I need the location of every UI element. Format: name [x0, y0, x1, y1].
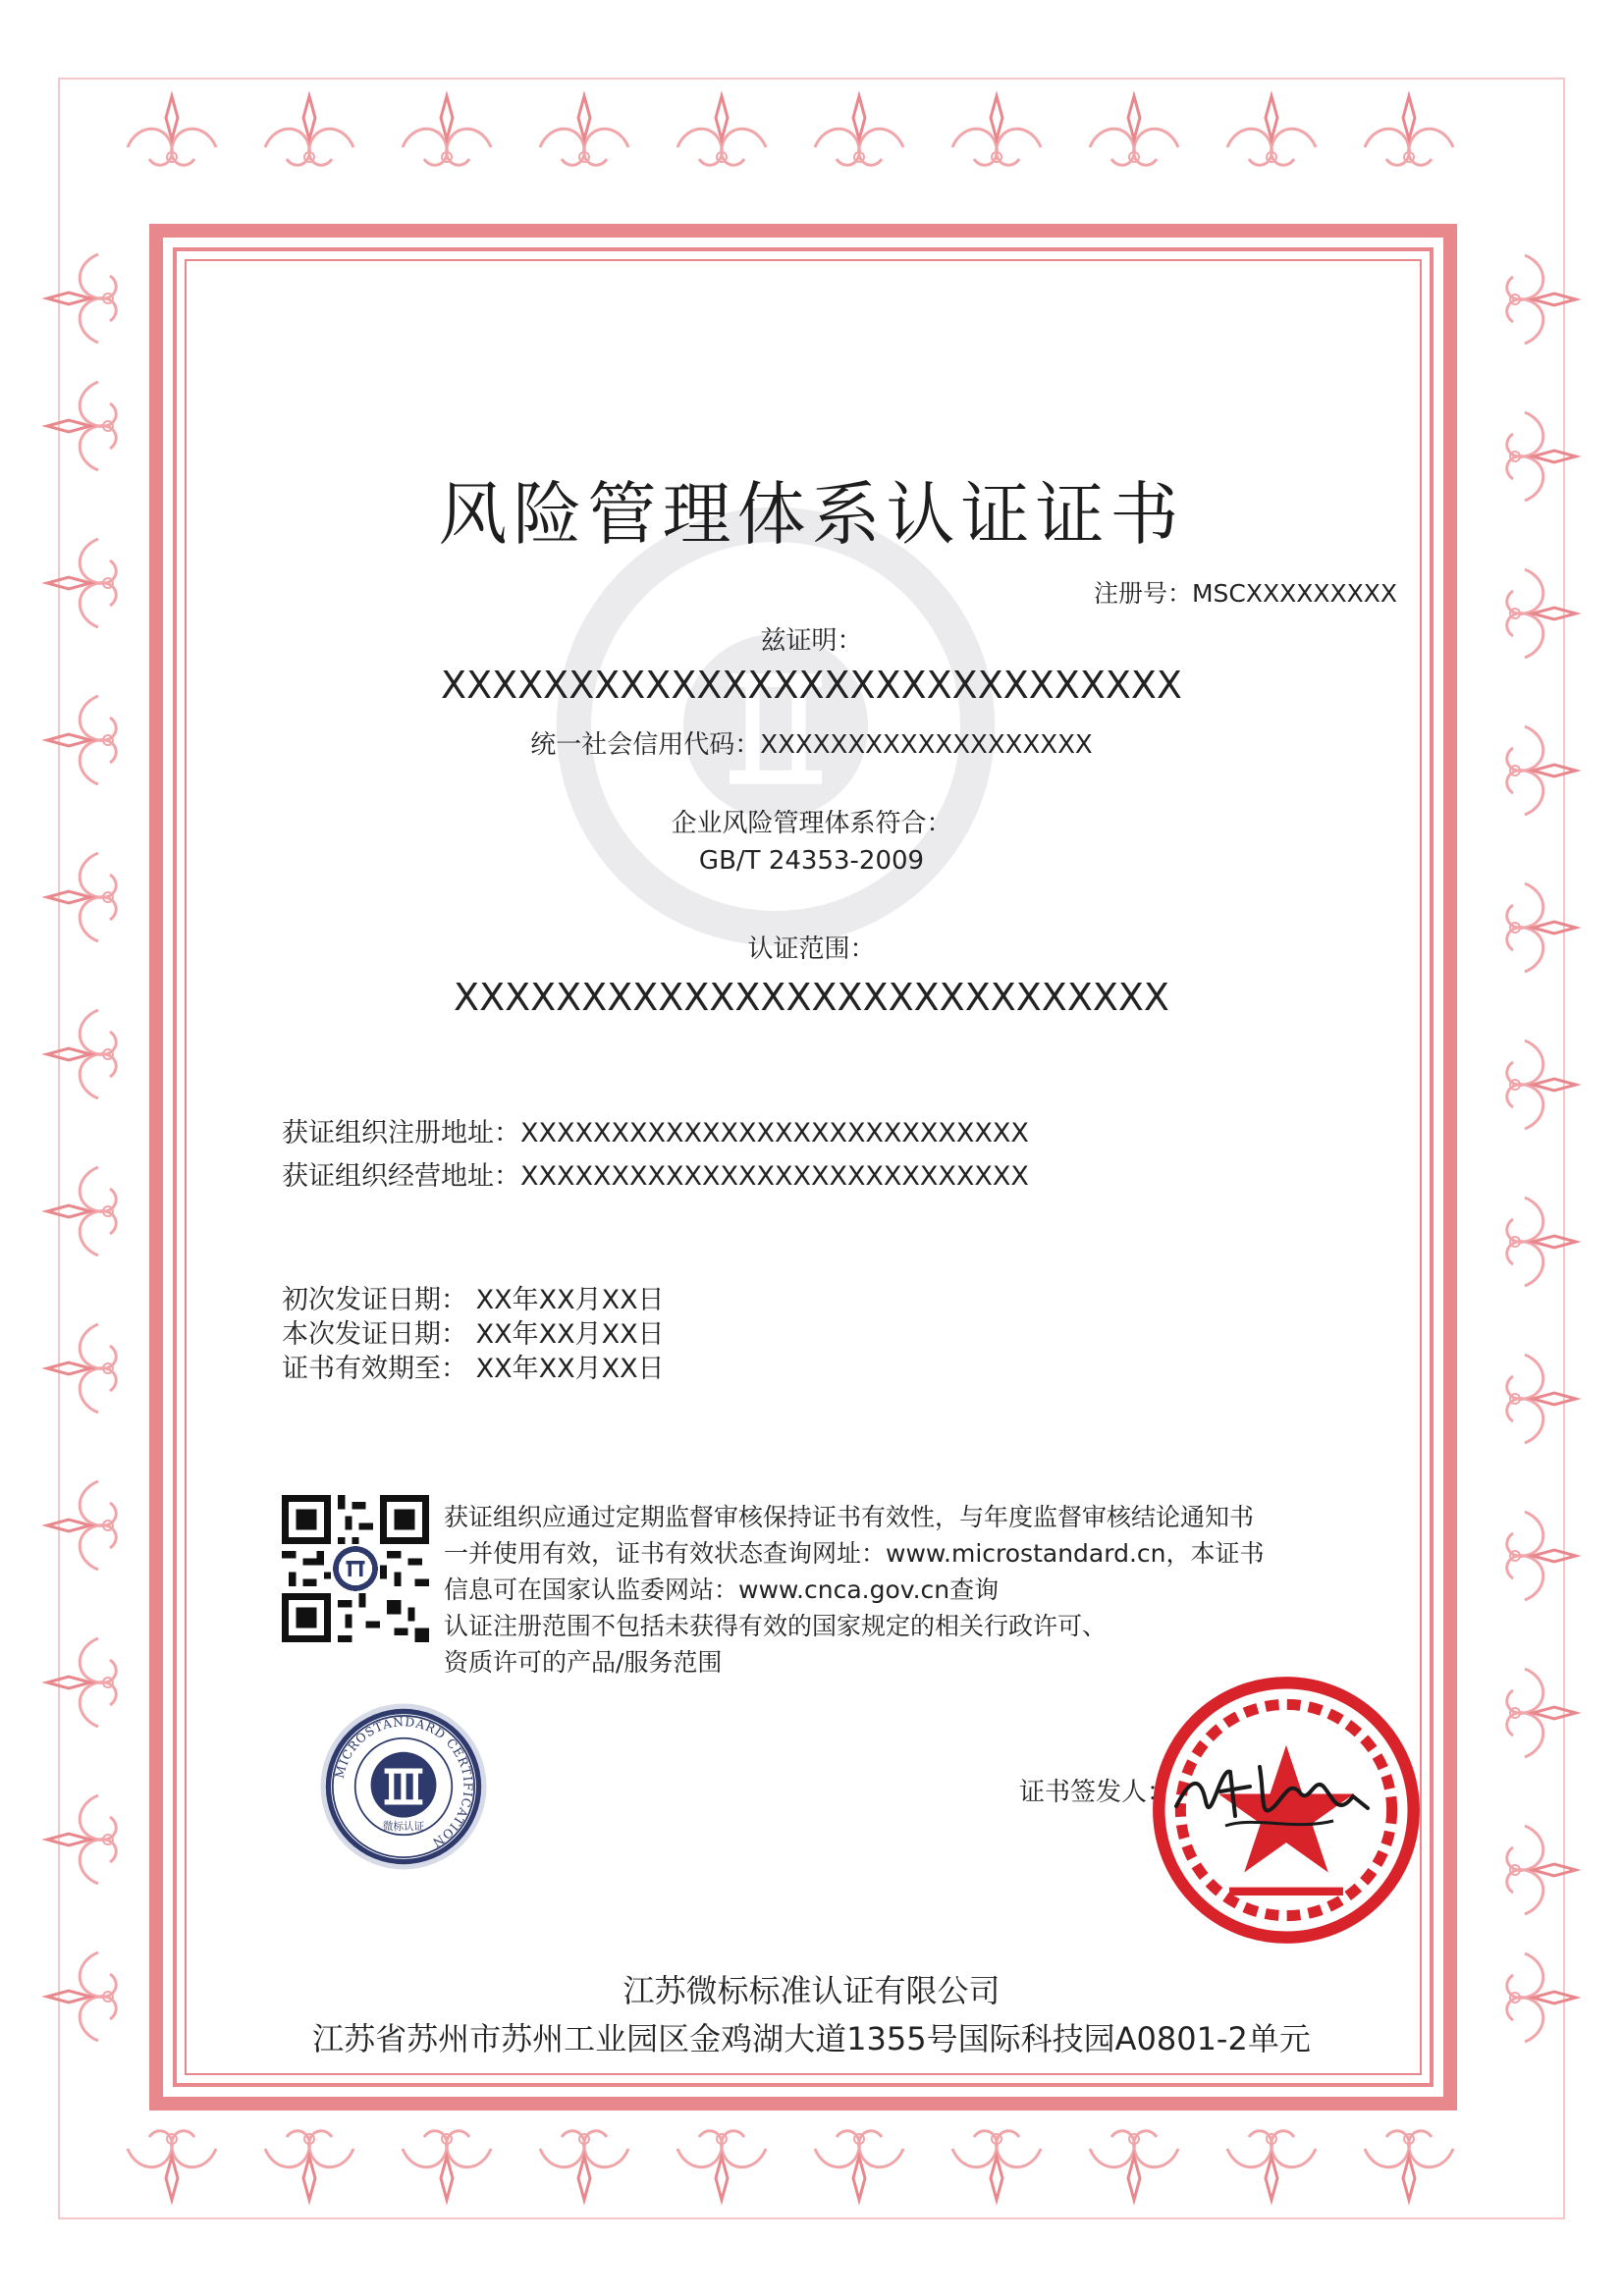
- credit-code: 统一社会信用代码：XXXXXXXXXXXXXXXXXXX: [530, 730, 1093, 760]
- registered-address: 获证组织注册地址：XXXXXXXXXXXXXXXXXXXXXXXXXXXX: [282, 1118, 1029, 1148]
- this-issue-date: 本次发证日期： XX年XX月XX日: [282, 1319, 665, 1350]
- logo-seal-icon: [317, 1700, 490, 1873]
- validity-notice: [444, 1499, 1386, 1681]
- logo-bottom-text: 微标认证: [382, 1821, 425, 1833]
- valid-until-date: 证书有效期至： XX年XX月XX日: [282, 1354, 665, 1384]
- conform-label: 企业风险管理体系符合：: [671, 809, 952, 838]
- certificate-title: 风险管理体系认证证书: [438, 474, 1185, 555]
- logo-ring-text: MICROSTANDARD CERTIFICATION: [332, 1715, 475, 1850]
- company-address: 江苏省苏州市苏州工业园区金鸡湖大道1355号国际科技园A0801-2单元: [312, 2020, 1311, 2057]
- certify-label: 兹证明：: [760, 626, 863, 656]
- qr-code-icon[interactable]: [282, 1495, 429, 1642]
- organization-name: XXXXXXXXXXXXXXXXXXXXXXXXXXXXX: [441, 664, 1182, 707]
- notice-line: 获证组织应通过定期监督审核保持证书有效性，与年度监督审核结论通知书: [444, 1503, 1255, 1531]
- signer-label: 证书签发人：: [1019, 1778, 1173, 1807]
- notice-line: 认证注册范围不包括未获得有效的国家规定的相关行政许可、: [444, 1612, 1108, 1640]
- standard-code: GB/T 24353-2009: [698, 846, 925, 876]
- signature-icon: [1166, 1737, 1382, 1845]
- scope-label: 认证范围：: [747, 934, 876, 964]
- notice-line: 资质许可的产品/服务范围: [444, 1648, 723, 1677]
- registration-number: 注册号：MSCXXXXXXXXX: [1093, 579, 1397, 608]
- company-name: 江苏微标标准认证有限公司: [622, 1972, 1001, 2009]
- notice-line: 信息可在国家认监委网站：www.cnca.gov.cn查询: [444, 1575, 1000, 1604]
- notice-line: 一并使用有效，证书有效状态查询网址：www.microstandard.cn，本证书: [444, 1539, 1265, 1568]
- operating-address: 获证组织经营地址：XXXXXXXXXXXXXXXXXXXXXXXXXXXX: [282, 1161, 1029, 1192]
- first-issue-date: 初次发证日期： XX年XX月XX日: [282, 1285, 665, 1315]
- scope-value: XXXXXXXXXXXXXXXXXXXXXXXXXXXX: [454, 976, 1169, 1019]
